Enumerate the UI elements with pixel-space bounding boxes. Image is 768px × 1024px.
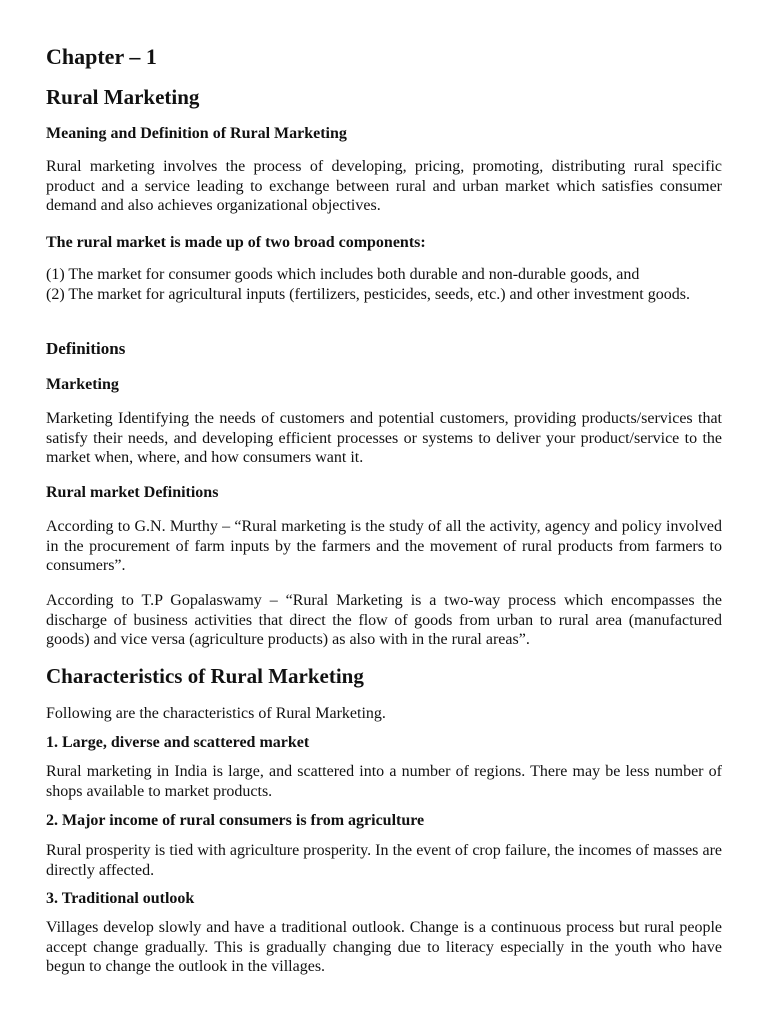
characteristic-text-1: Rural marketing in India is large, and scattered into a number of regions. There may be less number of shops available to market products. [46,763,722,800]
characteristics-intro: Following are the characteristics of Rural Marketing. [46,705,386,722]
component-item-2: (2) The market for agricultural inputs (fertilizers, pesticides, seeds, etc.) and other investment goods. [46,286,690,303]
components-heading: The rural market is made up of two broad components: [46,234,426,251]
definition-murthy: According to G.N. Murthy – “Rural marketing is the study of all the activity, agency and policy involved in the procurement of farm inputs by the farmers and the movement of rural products from farmers to consumers”. [46,518,722,575]
definition-gopalaswamy: According to T.P Gopalaswamy – “Rural Marketing is a two-way process which encompasses the discharge of business activities that direct the flow of goods from urban to rural area (manufactured goods) and vice versa (agriculture products) as also with in the rural areas”. [46,592,722,649]
characteristic-text-2: Rural prosperity is tied with agriculture prosperity. In the event of crop failure, the incomes of masses are directly affected. [46,842,722,879]
characteristic-text-3: Villages develop slowly and have a traditional outlook. Change is a continuous process but rural people accept change gradually. This is gradually changing due to literacy especially in the youth who have begun to change the outlook in the villages. [46,919,722,976]
component-item-1: (1) The market for consumer goods which includes both durable and non-durable goods, and [46,266,640,283]
characteristic-heading-2: 2. Major income of rural consumers is from agriculture [46,812,425,829]
meaning-paragraph: Rural marketing involves the process of developing, pricing, promoting, distributing rural specific product and a service leading to exchange between rural and urban market which satisfies consumer demand and also achieves organizational objectives. [46,158,722,215]
chapter-label: Chapter – 1 [46,44,157,69]
characteristics-heading: Characteristics of Rural Marketing [46,664,364,688]
page-title: Rural Marketing [46,85,200,109]
rural-definitions-heading: Rural market Definitions [46,484,219,501]
marketing-paragraph: Marketing Identifying the needs of customers and potential customers, providing products/services that satisfy their needs, and developing efficient processes or systems to deliver your product/service to the market when, where, and how consumers want it. [46,410,722,467]
characteristic-heading-3: 3. Traditional outlook [46,890,195,907]
meaning-heading: Meaning and Definition of Rural Marketing [46,125,347,142]
marketing-heading: Marketing [46,376,119,393]
definitions-heading: Definitions [46,339,126,358]
characteristic-heading-1: 1. Large, diverse and scattered market [46,734,310,751]
